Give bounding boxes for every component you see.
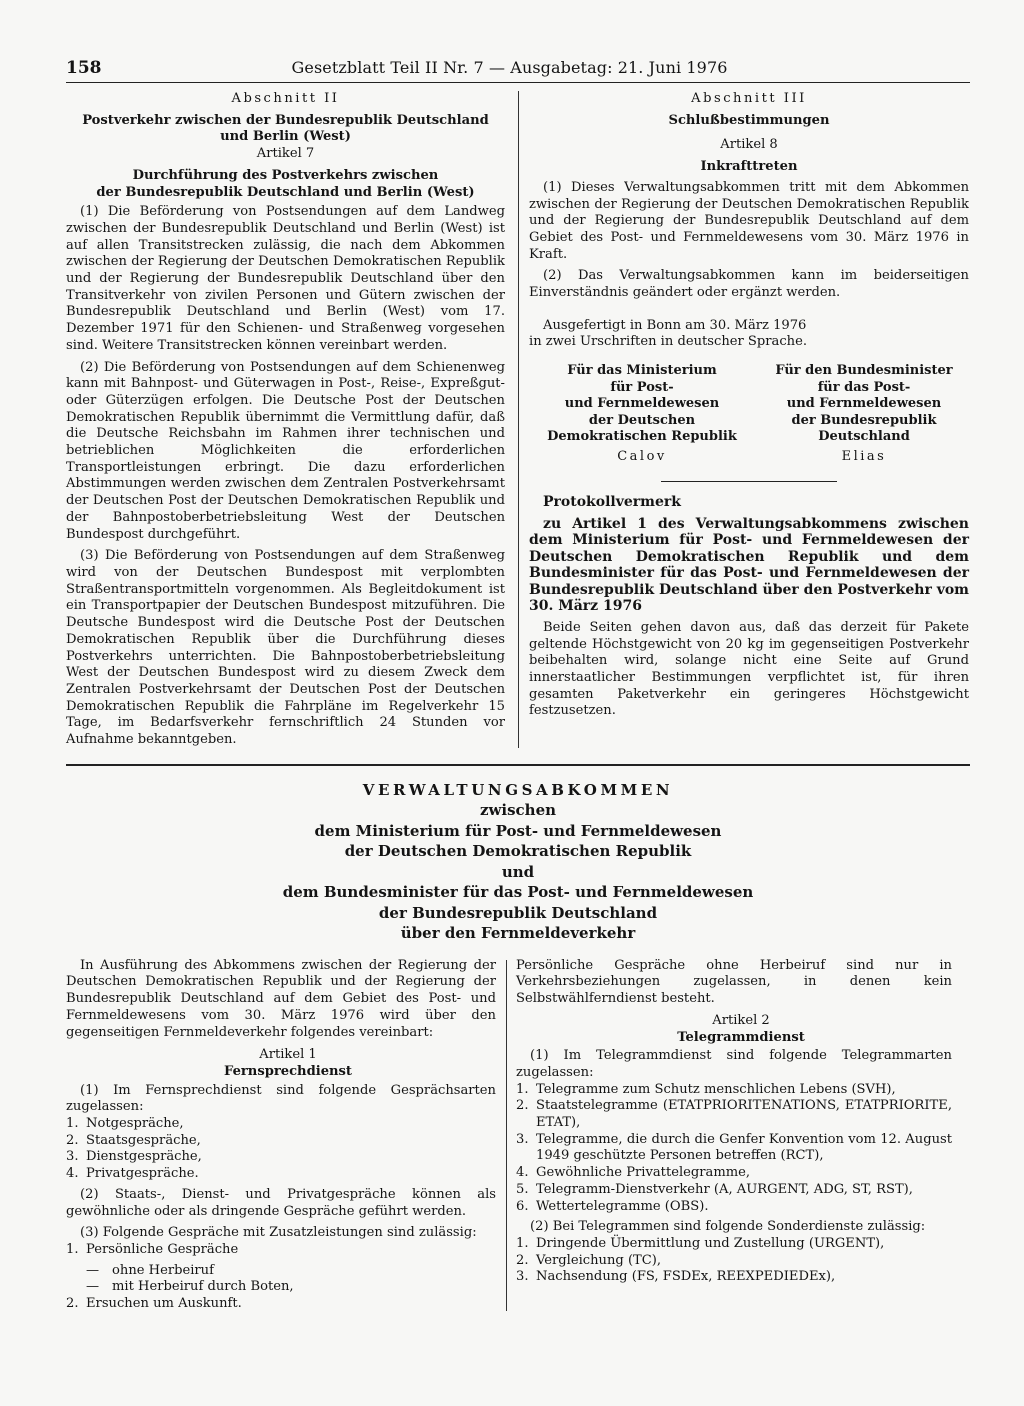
lower-columns	[66, 958, 970, 1317]
treaty-title-line-8: über den Fernmeldeverkehr	[400, 924, 636, 943]
personal-call-options	[66, 1263, 496, 1296]
signer-frg	[759, 363, 969, 465]
section-2-column	[66, 91, 505, 754]
article-2-label: Artikel 2	[712, 1012, 770, 1028]
signer-frg-org-2: für das Post-	[817, 379, 911, 395]
intro-paragraph: In Ausführung des Abkommens zwischen der Regierung der Deutschen Demokratischen Republik und der Regierung der Bundesrepublik Deutschland auf dem Gebiet des Post- und Fernmeldewesens vom 30. März 1976 wird über den gegenseitigen Fernmeldeverkehr folgendes vereinbart:	[66, 957, 496, 1040]
section-separator	[66, 764, 970, 766]
signer-gdr-org-2: für Post-	[610, 379, 674, 395]
article-7-paragraph-1: (1) Die Beförderung von Postsendungen auf dem Landweg zwischen der Bundesrepublik Deutschland und Berlin (West) ist auf allen Transitstrecken zulässig, die nach dem Abkommen zwischen der Regierung der Deutschen Demokratischen Republik und der Regierung der Bundesrepublik Deutschland über den Transitverkehr von zivilen Personen und Gütern zwischen der Bundesrepublik Deutschland und Berlin (West) vom 17. Dezember 1971 für den Schienen- und Straßenweg vorgesehen sind. Weitere Transitstrecken können vereinbart werden.	[66, 204, 505, 353]
article-8-paragraph-1: (1) Dieses Verwaltungsabkommen tritt mit dem Abkommen zwischen der Regierung der Deutschen Demokratischen Republik und der Regierung der Bundesrepublik Deutschland auf dem Gebiet des Post- und Fernmeldewesens vom 30. März 1976 in Kraft.	[529, 179, 969, 262]
signer-frg-org-5: Deutschland	[818, 429, 910, 445]
executed-line-2: in zwei Urschriften in deutscher Sprache.	[529, 334, 808, 350]
separator-rule	[661, 481, 837, 482]
list-item: 1. Dringende Übermittlung und Zustellung (URGENT),	[516, 1235, 885, 1251]
protocol-note-title: Protokollvermerk	[543, 494, 681, 511]
list-item: 1. Notgespräche,	[66, 1116, 184, 1132]
article-7-paragraph-3: (3) Die Beförderung von Postsendungen auf dem Straßenweg wird von der Deutschen Bundespost mit verplombten Straßentransportmitteln vorgenommen. Als Begleitdokument ist ein Transportpapier der Deutschen Bundespost mitzuführen. Die Deutsche Bundespost wird die Deutsche Post der Deutschen Demokratischen Republik über die Durchführung dieses Postverkehrs unterrichten. Die Bahnpostoberbetriebsleitung West der Deutschen Bundespost wird zu diesem Zweck dem Zentralen Postverkehrsamt der Deutschen Post der Deutschen Demokratischen Republik die Fahrpläne im Regelverkehr 15 Tage, im Bedarfsverkehr fernschriftlich 24 Stunden vor Aufnahme bekanntgeben.	[66, 548, 505, 748]
executed-line-1: Ausgefertigt in Bonn am 30. März 1976	[543, 317, 807, 333]
column-divider-lower	[506, 960, 507, 1311]
list-item: 1. Persönliche Gespräche	[66, 1241, 239, 1257]
signer-frg-org-4: der Bundesrepublik	[791, 412, 937, 428]
list-item: 3. Nachsendung (FS, FSDEx, REEXPEDIEDEx),	[516, 1269, 836, 1285]
signer-gdr-org-4: der Deutschen	[588, 412, 696, 428]
telegram-types-list	[516, 1082, 952, 1216]
list-item: 1. Telegramme zum Schutz menschlichen Lebens (SVH),	[516, 1081, 896, 1097]
article-7-title-line2: der Bundesrepublik Deutschland und Berlin (West)	[96, 184, 475, 200]
gazette-title: Gesetzblatt Teil II Nr. 7 — Ausgabetag: 21. Juni 1976	[291, 58, 728, 77]
article-1-paragraph-3: (3) Folgende Gespräche mit Zusatzleistungen sind zulässig:	[80, 1225, 477, 1241]
signer-frg-org-1: Für den Bundesminister	[775, 363, 953, 379]
article-8-title: Inkrafttreten	[700, 159, 798, 175]
article-7-label: Artikel 7	[256, 146, 315, 162]
treaty-title-line-6: dem Bundesminister für das Post- und Fernmeldewesen	[282, 883, 754, 902]
list-item: — ohne Herbeiruf	[86, 1262, 214, 1278]
section-3-heading: Abschnitt III	[691, 91, 807, 106]
additional-services-list	[66, 1242, 496, 1259]
list-item: 3. Telegramme, die durch die Genfer Konvention vom 12. August 1949 geschützte Personen betreffen (RCT),	[516, 1131, 952, 1164]
page-header	[66, 58, 970, 83]
list-item: 3. Dienstgespräche,	[66, 1149, 202, 1165]
treaty-title	[66, 780, 970, 944]
additional-services-list-cont	[66, 1296, 496, 1313]
article-1-paragraph-2: (2) Staats-, Dienst- und Privatgespräche können als gewöhnliche oder als dringende Gespräche geführt werden.	[66, 1186, 496, 1219]
list-item: 5. Telegramm-Dienstverkehr (A, AURGENT, ADG, ST, RST),	[516, 1181, 913, 1197]
treaty-title-line-7: der Bundesrepublik Deutschland	[378, 903, 658, 922]
protocol-note-text: Beide Seiten gehen davon aus, daß das derzeit für Pakete geltende Höchstgewicht von 20 kg im gegenseitigen Postverkehr beibehalten wird, solange nicht eine Seite auf Grund innerstaatlicher Bestimmungen verpflichtet ist, für ihren gesamten Paketverkehr ein geringeres Höchstgewicht festzusetzen.	[529, 619, 969, 719]
article-1-label: Artikel 1	[259, 1047, 317, 1063]
section-2-title-line1: Postverkehr zwischen der Bundesrepublik Deutschland	[82, 112, 489, 128]
signature-block	[537, 363, 969, 465]
list-item: 2. Vergleichung (TC),	[516, 1252, 662, 1268]
article-1-paragraph-1: (1) Im Fernsprechdienst sind folgende Gesprächsarten zugelassen:	[66, 1082, 496, 1115]
list-item: 2. Staatstelegramme (ETATPRIORITENATIONS, ETATPRIORITE, ETAT),	[516, 1098, 952, 1131]
article-2-paragraph-1: (1) Im Telegrammdienst sind folgende Telegrammarten zugelassen:	[516, 1048, 952, 1080]
signer-gdr-name: Calov	[617, 448, 667, 464]
treaty-title-line-4: der Deutschen Demokratischen Republik	[344, 842, 692, 861]
signer-gdr-org-5: Demokratischen Republik	[547, 429, 737, 445]
list-item: 4. Privatgespräche.	[66, 1166, 199, 1182]
signer-gdr-org-1: Für das Ministerium	[567, 363, 717, 379]
signer-gdr-org-3: und Fernmeldewesen	[564, 396, 720, 412]
signer-frg-name: Elias	[841, 448, 887, 464]
treaty-title-line-3: dem Ministerium für Post- und Fernmeldewesen	[314, 821, 722, 840]
article-8-paragraph-2: (2) Das Verwaltungsabkommen kann im beiderseitigen Einverständnis geändert oder ergänzt werden.	[529, 268, 969, 301]
list-item: 2. Ersuchen um Auskunft.	[66, 1296, 242, 1312]
section-3-column	[529, 91, 969, 754]
article-8-label: Artikel 8	[720, 137, 778, 153]
column-divider	[518, 91, 519, 748]
section-2-heading: Abschnitt II	[231, 91, 340, 106]
treaty-title-line-1: VERWALTUNGSABKOMMEN	[362, 780, 674, 799]
article-2-paragraph-2: (2) Bei Telegrammen sind folgende Sonderdienste zulässig:	[530, 1219, 926, 1235]
page-number: 158	[66, 58, 102, 78]
special-services-list	[516, 1236, 952, 1286]
article-7-title-line1: Durchführung des Postverkehrs zwischen	[132, 167, 439, 183]
article-2-title: Telegrammdienst	[677, 1029, 805, 1045]
article-7-paragraph-2: (2) Die Beförderung von Postsendungen auf dem Schienenweg kann mit Bahnpost- und Güterwagen in Post-, Reise-, Expreßgut- oder Güterzügen erfolgen. Die Deutsche Post der Deutschen Demokratischen Republik übernimmt die Vermittlung dafür, daß die Deutsche Reichsbahn im Rahmen ihrer technischen und betrieblichen Möglichkeiten die erforderlichen Transportleistungen erbringt. Die dazu erforderlichen Abstimmungen werden zwischen dem Zentralen Postverkehrsamt der Deutschen Post der Deutschen Demokratischen Republik und der Bahnpostoberbetriebsleitung West der Deutschen Bundespost durchgeführt.	[66, 359, 505, 542]
section-3-title: Schlußbestimmungen	[668, 112, 830, 128]
signer-frg-org-3: und Fernmeldewesen	[786, 396, 942, 412]
article-1-title: Fernsprechdienst	[224, 1063, 352, 1079]
list-item: 2. Staatsgespräche,	[66, 1132, 201, 1148]
list-item: 6. Wettertelegramme (OBS).	[516, 1198, 709, 1214]
list-item: 4. Gewöhnliche Privattelegramme,	[516, 1165, 751, 1181]
article-2-column	[516, 958, 952, 1317]
article-1-column	[66, 958, 496, 1317]
document-page	[66, 58, 970, 1317]
call-types-list	[66, 1116, 496, 1183]
protocol-note-subtitle: zu Artikel 1 des Verwaltungsabkommens zwischen dem Ministerium für Post- und Fernmeldewesen der Deutschen Demokratischen Republik und dem Bundesminister für das Post- und Fernmeldewesen der Bundesrepublik Deutschland über den Postverkehr vom 30. März 1976	[529, 515, 969, 615]
upper-columns	[66, 91, 970, 754]
treaty-title-line-5: und	[501, 862, 535, 881]
treaty-title-line-2: zwischen	[479, 801, 557, 820]
section-2-title-line2: und Berlin (West)	[220, 129, 351, 145]
signer-gdr	[537, 363, 747, 465]
list-item: — mit Herbeiruf durch Boten,	[86, 1279, 294, 1295]
article-1-continuation: Persönliche Gespräche ohne Herbeiruf sind nur in Verkehrsbeziehungen zugelassen, in denen kein Selbstwählferndienst besteht.	[516, 957, 952, 1007]
